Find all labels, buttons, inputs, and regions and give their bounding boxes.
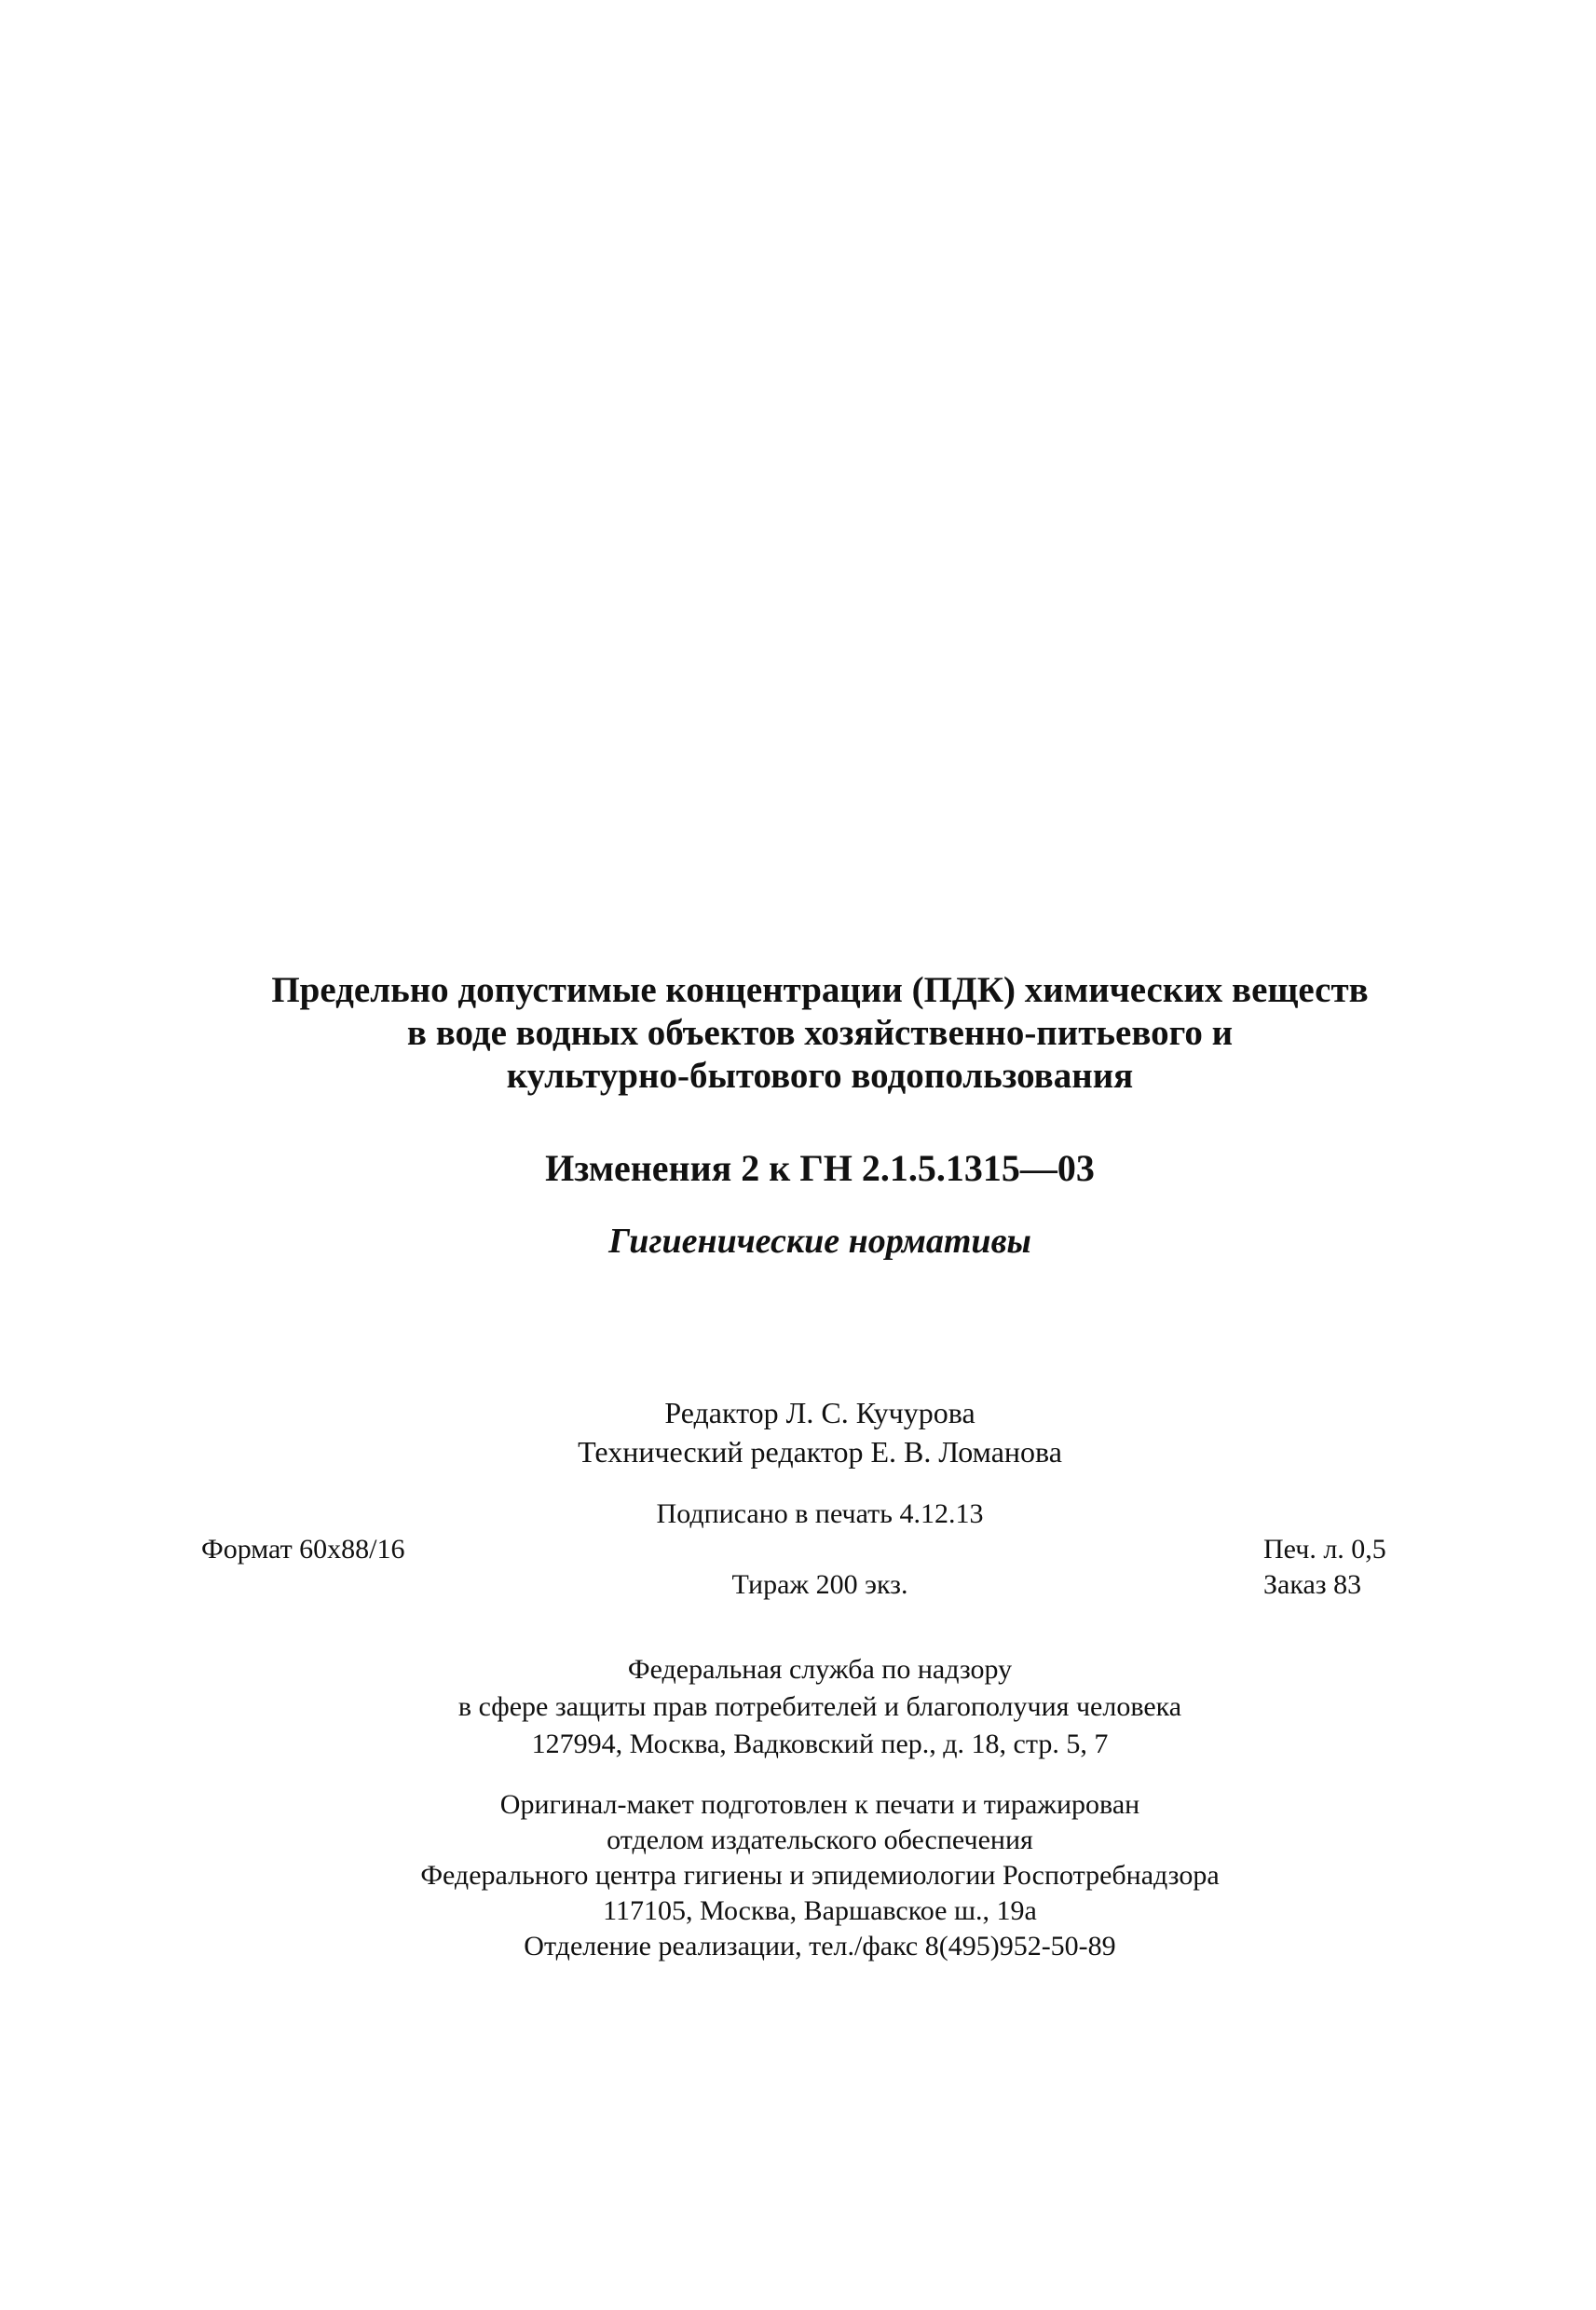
printer-line-2: отделом издательского обеспечения [607,1825,1033,1855]
publisher-address: 127994, Москва, Вадковский пер., д. 18, стр. 5, 7 [531,1729,1109,1759]
printed-sheets: Печ. л. 0,5 [1263,1534,1386,1565]
editor-credit: Редактор Л. С. Кучурова [664,1396,975,1429]
order-number: Заказ 83 [1263,1569,1362,1600]
publisher-line-1: Федеральная служба по надзору [627,1654,1013,1685]
tech-editor-credit: Технический редактор Е. В. Ломанова [578,1435,1062,1469]
document-title [168,969,1472,1098]
printer-line-1: Оригинал-макет подготовлен к печати и тиражирован [499,1789,1140,1820]
signed-to-print: Подписано в печать 4.12.13 [656,1498,984,1529]
printer-line-3: Федерального центра гигиены и эпидемиологии Роспотребнадзора [420,1860,1220,1891]
document-type: Гигиенические нормативы [608,1222,1031,1261]
printer-address: 117105, Москва, Варшавское ш., 19а [603,1895,1037,1926]
paper-format: Формат 60х88/16 [201,1534,405,1565]
printer-block [168,1787,1472,1964]
sales-contact: Отделение реализации, тел./факс 8(495)952-50-89 [524,1931,1116,1961]
title-line-3: культурно-бытового водопользования [506,1056,1134,1096]
editors-block [168,1393,1472,1471]
publisher-block [168,1651,1472,1763]
amendment-heading: Изменения 2 к ГН 2.1.5.1315—03 [545,1147,1095,1189]
title-line-2: в воде водных объектов хозяйственно-питьевого и [406,1013,1234,1053]
title-line-1: Предельно допустимые концентрации (ПДК) химических веществ [271,970,1369,1010]
print-run: Тираж 200 экз. [731,1569,908,1600]
publisher-line-2: в сфере защиты прав потребителей и благополучия человека [457,1691,1182,1722]
